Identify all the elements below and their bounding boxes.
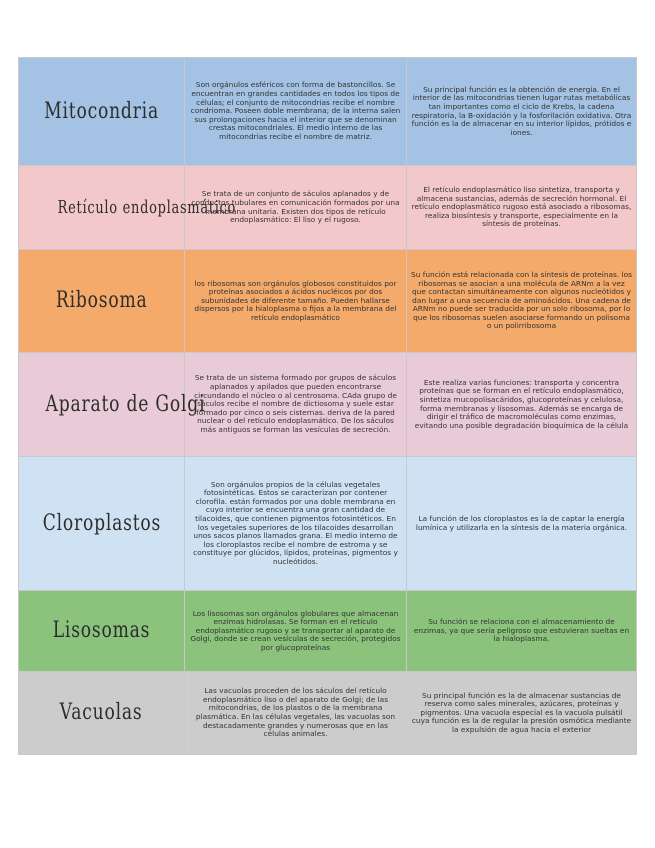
structure-cell [185,457,407,591]
organelle-name-cell [19,353,206,457]
function-cell [407,457,637,591]
function-cell [407,250,637,353]
organelle-name: Mitocondria [44,98,159,124]
table-row-reticulo [19,166,637,250]
table-row-vacuolas [19,672,637,755]
organelle-name: Ribosoma [55,288,148,313]
function-cell [407,672,637,755]
organelle-name: Lisosomas [52,618,151,643]
organelle-name: Cloroplastos [42,510,161,536]
function-cell [407,591,637,672]
structure-cell [185,591,407,672]
function-text: Su principal función es la obtención de energía. En el interior de las mitocondrias tienen lugar rutas metabólicas tan importantes como el ciclo de Krebs, la cadena respiratoria, la B-oxidación y la fosforilación oxidativa. Otra función es la de almacenar en su interior lípidos, prótidos e iones. [411,84,632,137]
organelle-name: Aparato de Golgi [45,391,206,417]
structure-text: Los lisosomas son orgánulos globulares que almacenan enzimas hidrolasas. Se forman en el retículo endoplasmático rugoso y se transportar al aparato de Golgi, donde se crean vesículas de secreción, protegidos por glucoproteínas [190,608,401,652]
structure-text: Las vacuolas proceden de los sáculos del retículo endoplasmático liso o del aparato de Golgi; de las mitocondrias, de los plastos o de la membrana plasmática. En las células vegetales, las vacuolas son destacadamente grandes y numerosas que en las células animales. [195,686,396,739]
function-text: Su principal función es la de almacenar sustancias de reserva como sales minerales, azúcares, proteínas y pigmentos. Una vacuola especial es la vacuola pulsátil cuya función es la de regular la presión osmótica mediante la expulsión de agua hacia el exterior [411,690,632,734]
structure-text: Se trata de un conjunto de sáculos aplanados y de conductos tubulares en comunicación formados por una membrana unitaria. Existen dos tipos de retículo endoplasmático: El liso y el rugoso. [191,189,400,225]
table-row-golgi [19,353,637,457]
structure-cell [185,250,407,353]
organelle-name-cell [19,166,237,250]
organelles-table [18,57,637,755]
structure-text: Son orgánulos propios de la células vegetales fotosintéticas. Estos se caracterizan por contener clorofila. están formados por una doble membrana en cuyo interior se encuentra una gran cantidad de tilacoides, que contienen pigmentos fotosintéticos. En los vegetales superiores de los tilacoides desarrollan unos sacos planos llamados grana. El medio interno de los cloroplastos recibe el nombre de estroma y se constituye por glúcidos, lípidos, proteínas, pigmentos y nucleótidos. [193,479,398,566]
structure-text: Se trata de un sistema formado por grupos de sáculos aplanados y apilados que pueden encontrarse circundando el núcleo o al centrosoma. CAda grupo de sáculos recibe el nombre de dictiosoma y suele estar formado por cinco o seis cisternas. deriva de la pared nuclear o del retículo endoplasmático. De los sáculos más antiguos se forman las vesículas de secreción. [194,373,397,434]
structure-text: los ribosomas son orgánulos globosos constituidos por proteínas asociados a ácidos nucléicos por dos subunidades de diferente tamaño. Pueden hallarse dispersos por la hialoplasma o fijos a la membrana del retículo endoplasmático [194,278,397,322]
table-row-cloroplastos [19,457,637,591]
function-cell [407,166,637,250]
table-row-mitocondria [19,58,637,166]
structure-cell [185,353,407,457]
organelle-name-cell [19,457,185,591]
organelle-name: Vacuolas [60,700,143,725]
structure-cell [185,58,407,166]
organelle-name-cell [19,591,185,672]
function-text: Su función se relaciona con el almacenamiento de enzimas, ya que sería peligroso que estuvieran sueltas en la hialoplasma. [413,617,630,644]
organelle-name: Retículo endoplasmático [57,197,237,218]
structure-cell [185,672,407,755]
function-text: Este realiza varias funciones: transporta y concentra proteínas que se forman en el retículo endoplasmático, sintetiza mucopolisacáridos, glucoproteínas y celulosa, forma membranas y lisosomas. Además se encarga de dirigir el tráfico de macromoléculas como enzimas, evitando una posible degradación bioquímica de la célula [414,377,629,430]
function-cell [407,353,637,457]
organelle-name-cell [19,250,185,353]
function-text: El retículo endoplasmático liso sintetiza, transporta y almacena sustancias, además de secreción hormonal. El retículo endoplasmático rugoso está asociado a ribosomas, realiza biosíntesis y transporte, especialmente en la síntesis de proteínas. [411,185,632,229]
table-row-lisosomas [19,591,637,672]
function-cell [407,58,637,166]
organelle-name-cell [19,58,185,166]
table-row-ribosoma [19,250,637,353]
function-text: Su función está relacionada con la síntesis de proteínas. los ribosomas se asocian a una molécula de ARNm a la vez que contactan simultáneamente con algunos nucleótidos y dan lugar a una secuencia de aminoácidos. Una cadena de ARNm no puede ser traducida por un solo ribosoma, por lo que los ribosomas suelen asociarse formando un polisoma o un polirribosoma [411,269,633,331]
function-text: La función de los cloroplastos es la de captar la energía lumínica y utilizarla en la síntesis de la materia orgánica. [415,513,628,532]
organelle-name-cell [19,672,185,755]
structure-text: Son orgánulos esféricos con forma de bastoncillos. Se encuentran en grandes cantidades en todos los tipos de células; el conjunto de mitocondrias recibe el nombre condrioma. Poseen doble membrana; de la interna salen sus prolongaciones hacia el interior que se denominan crestas mitocondriales. El medio interno de las mitocondrias recibe el nombre de matriz. [190,80,401,141]
